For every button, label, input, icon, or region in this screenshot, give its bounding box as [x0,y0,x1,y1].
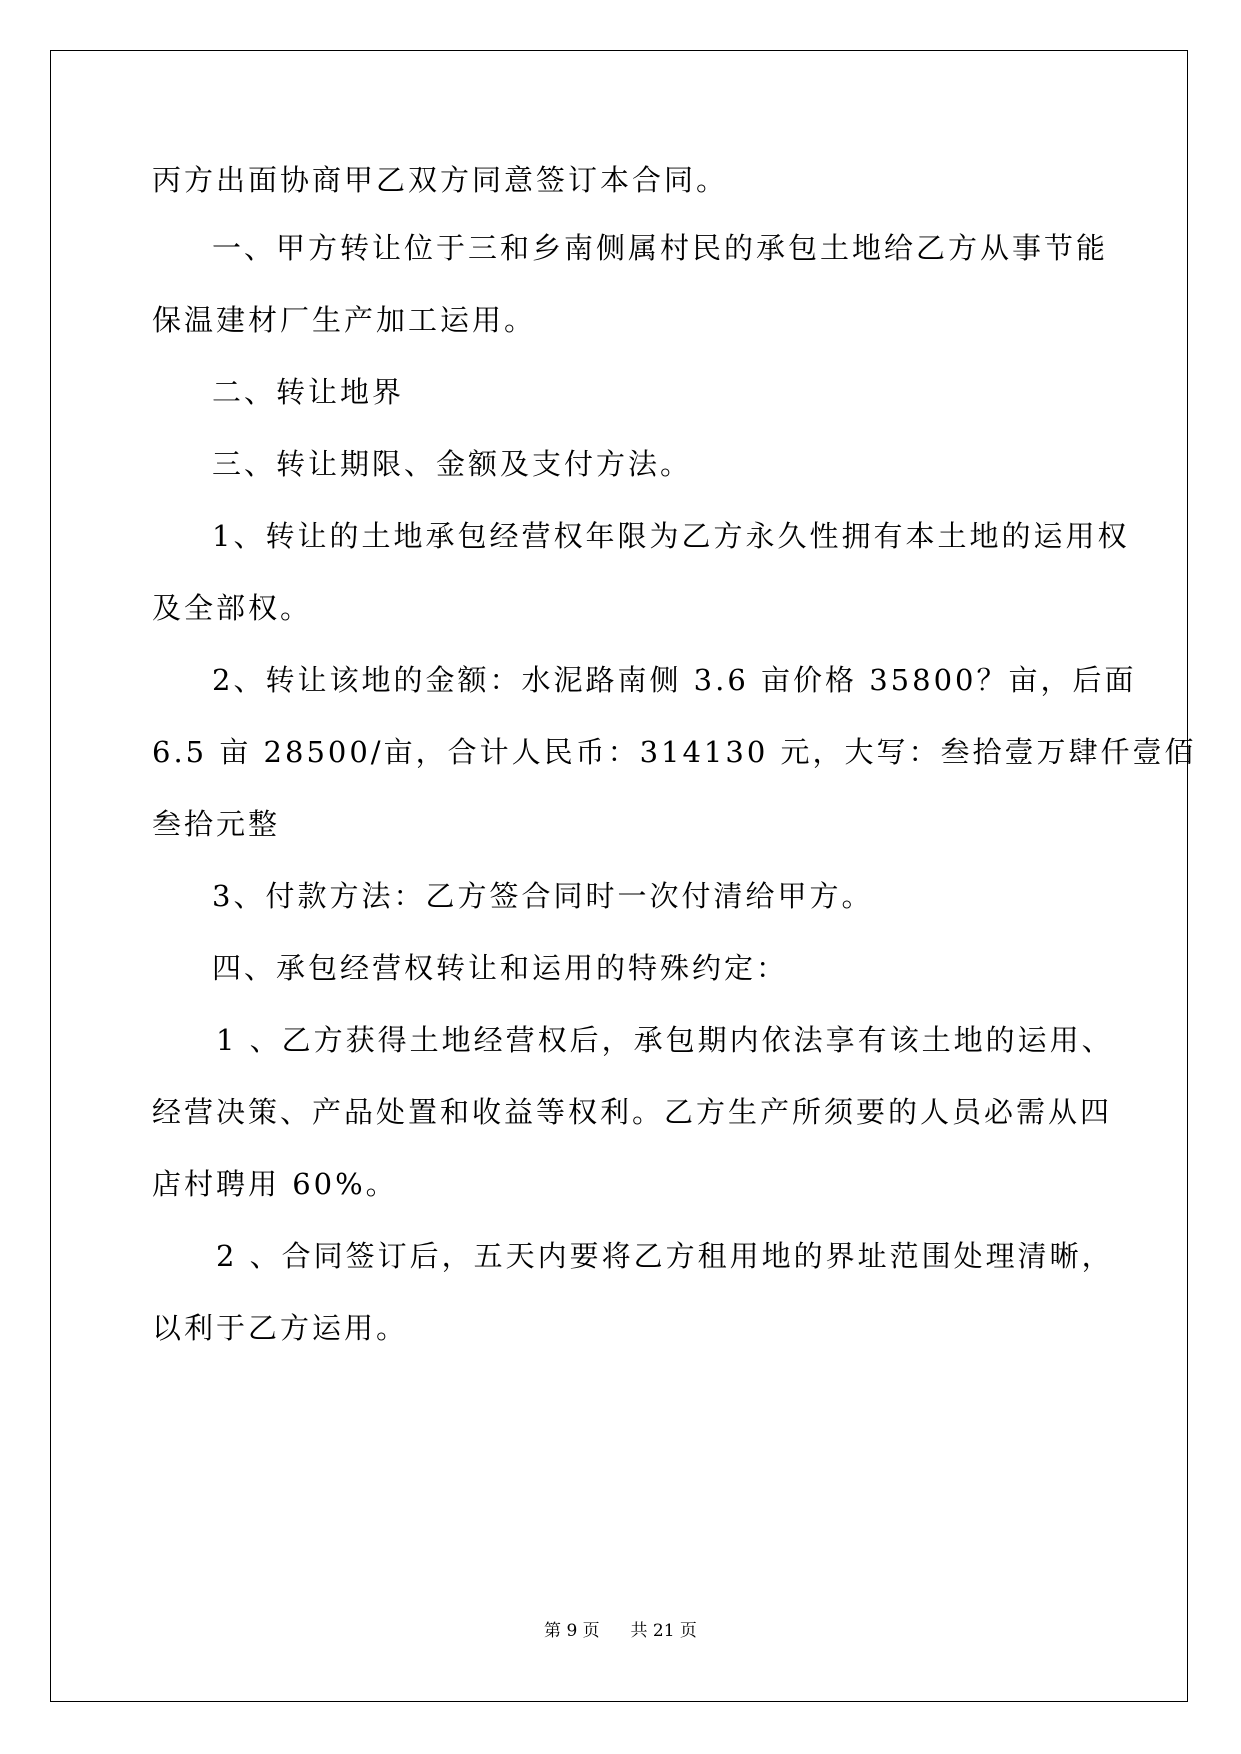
clause-2-heading: 二、转让地界 [212,375,405,409]
page-total: 共 21 页 [630,1621,697,1641]
item-4-1-line-3: 店村聘用 60%。 [152,1167,398,1201]
item-3-3-line: 3、付款方法：乙方签合同时一次付清给甲方。 [212,879,874,913]
item-4-2-line-1: 2 、合同签订后，五天内要将乙方租用地的界址范围处理清晰， [216,1239,1114,1273]
item-4-1-line-2: 经营决策、产品处置和收益等权利。乙方生产所须要的人员必需从四 [152,1095,1113,1129]
clause-1-line-1: 一、甲方转让位于三和乡南侧属村民的承包土地给乙方从事节能 [212,231,1109,265]
item-3-1-line-2: 及全部权。 [152,591,313,625]
item-4-2-line-2: 以利于乙方运用。 [152,1311,409,1345]
page-footer [0,1620,1241,1642]
paragraph-intro-line: 丙方出面协商甲乙双方同意签订本合同。 [152,163,729,197]
item-3-2-line-1: 2、转让该地的金额：水泥路南侧 3.6 亩价格 35800？亩，后面 [212,663,1137,697]
page-number: 第 9 页 [544,1621,600,1641]
item-4-1-line-1: 1 、乙方获得土地经营权后，承包期内依法享有该土地的运用、 [216,1023,1114,1057]
clause-3-heading: 三、转让期限、金额及支付方法。 [212,447,693,481]
page-border [50,50,1188,1702]
item-3-2-line-3: 叁拾元整 [152,807,281,841]
clause-4-heading: 四、承包经营权转让和运用的特殊约定： [212,951,789,985]
item-3-1-line-1: 1、转让的土地承包经营权年限为乙方永久性拥有本土地的运用权 [212,519,1130,553]
clause-1-line-2: 保温建材厂生产加工运用。 [152,303,537,337]
item-3-2-line-2: 6.5 亩 28500/亩，合计人民币：314130 元，大写：叁拾壹万肆仟壹佰 [152,735,1197,769]
